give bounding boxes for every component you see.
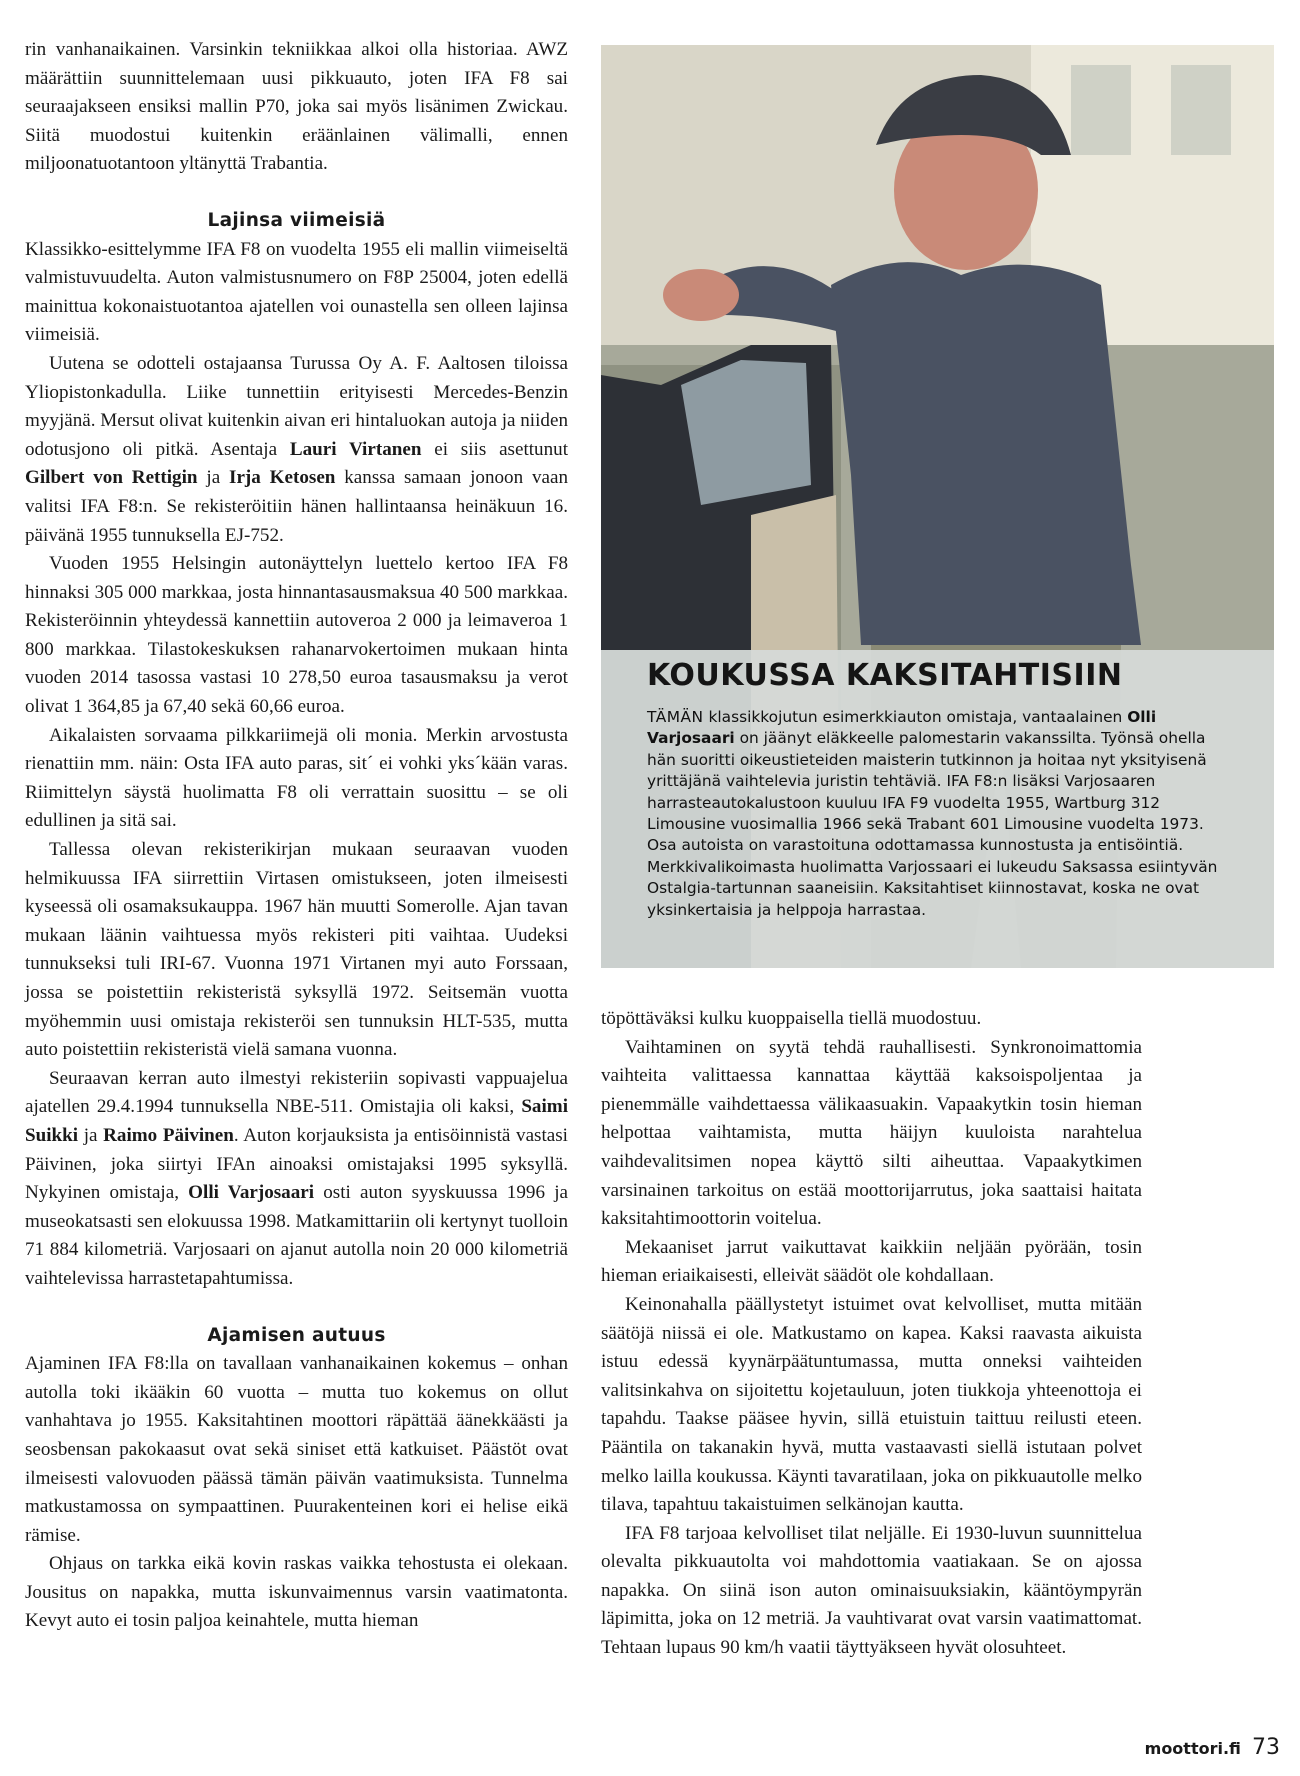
text-run: kanssa samaan jonoon vaan valitsi IFA F8:n. Se rekisteröitiin hänen hallintaansa heinäkuun 16. päivänä 1955 tunnuksella EJ-752.	[25, 467, 569, 546]
lead-caps: TÄMÄN	[647, 708, 704, 726]
body-paragraph: töpöttäväksi kulku kuoppaisella tiellä muodostuu.	[601, 1008, 982, 1029]
body-paragraph: Klassikko-esittelymme IFA F8 on vuodelta 1955 eli mallin viimeiseltä valmistuvuudelta. Auton valmistusnumero on F8P 25004, joten edellä mainittua kokonaistuotantoa ajatellen voi ounastella sen olleen lajinsa viimeisiä.	[25, 238, 568, 346]
bold-name: Saimi Suikki	[25, 1096, 568, 1146]
right-column	[601, 1005, 1142, 1663]
text-run: . Auton korjauksista ja entisöinnistä vastasi Päivinen, joka siirtyi IFAn ainoaksi omistajaksi 1995 syksyllä. Nykyinen omistaja,	[25, 1124, 568, 1204]
bold-name: Raimo Päivinen	[103, 1124, 234, 1146]
spacer	[25, 1294, 568, 1322]
text-run: ja	[78, 1124, 104, 1146]
bold-name: Olli Varjosaari	[647, 708, 1157, 748]
text-run: osti auton syyskuussa 1996 ja museokatsasti sen elokuussa 1998. Matkamittariin oli kertynyt tuolloin 71 884 kilometriä. Varjosaari on ajanut autolla noin 20 000 kilometriä vaihtelevissa harrastetapahtumissa.	[25, 1182, 568, 1289]
page-footer	[1145, 1735, 1280, 1760]
body-paragraph	[25, 350, 568, 550]
body-paragraph	[25, 1065, 568, 1294]
left-column	[25, 36, 568, 1636]
bold-name: Irja Ketosen	[229, 467, 336, 489]
bold-name: Olli Varjosaari	[188, 1182, 315, 1204]
section-heading: Lajinsa viimeisiä	[207, 209, 386, 231]
body-paragraph: Ohjaus on tarkka eikä kovin raskas vaikka tehostusta ei olekaan. Jousitus on napakka, mutta iskunvaimennus varsin vaatimatonta. Kevyt auto ei tosin paljoa keinahtele, mutta hieman	[25, 1553, 568, 1632]
page-number: 73	[1252, 1735, 1280, 1760]
text-run: Uutena se odotteli ostajaansa Turussa Oy A. F. Aaltosen tiloissa Yliopistonkadulla. Liike tunnettiin erityisesti Mercedes-Benzin myyjänä. Mersut olivat kuitenkin aivan eri hintaluokan autoja ja niiden odotusjono oli pitkä. Asentaja	[25, 352, 568, 460]
spacer	[25, 179, 568, 207]
body-paragraph: Keinonahalla päällystetyt istuimet ovat kelvolliset, mutta mitään säätöjä niissä ei ole. Matkustamo on kapea. Kaksi raavasta aikuista istuu edessä kyynärpäätuntumassa, mutta onneksi vaihteiden valitsinkahva on sijoitettu kojetauluun, joten tiukkoja yhteenottoja ei tapahdu. Taakse pääsee hyvin, sillä etuistuin taittuu reilusti eteen. Pääntila on takanakin hyvä, mutta vastaavasti siellä istutaan polvet melko lailla koukussa. Käynti tavaratilaan, joka on pikkuautolle melko tilava, tapahtuu takaistuimen selkänojan kautta.	[601, 1293, 1142, 1516]
sidebar-title: KOUKUSSA KAKSITAHTISIIN	[647, 658, 1123, 693]
body-paragraph: Vuoden 1955 Helsingin autonäyttelyn luettelo kertoo IFA F8 hinnaksi 305 000 markkaa, josta hinnantasausmaksua 40 500 markkaa. Rekisteröinnin yhteydessä kannettiin autoveroa 2 000 ja leimaveroa 1 800 markkaa. Tilastokeskuksen rahanarvokertoimen mukaan hinta vuoden 2014 tasossa vastasi 10 278,50 euroa tasausmaksu ja verot olivat 1 364,85 ja 67,40 sekä 60,66 euroa.	[25, 553, 568, 718]
text-run: klassikkojutun esimerkkiauton omistaja, vantaalainen	[703, 708, 1128, 726]
text-run: on jäänyt eläkkeelle palomestarin vakanssilta. Työnsä ohella hän suoritti oikeustieteiden maisterin tutkinnon ja hoitaa nyt yksityisenä yrittäjänä vaihtelevia juristin tehtäviä. IFA F8:n lisäksi Varjosaaren harrasteautokalustoon kuuluu IFA F9 vuodelta 1955, Wartburg 312 Limousine vuosimallia 1966 sekä Trabant 601 Limousine vuodelta 1973. Osa autoista on varastoituna odottamassa kunnostusta ja entisöintiä. Merkkivalikoimasta huolimatta Varjossaari ei lukeudu Saksassa esiintyvän Ostalgia-tartunnan saaneisiin. Kaksitahtiset kiinnostavat, koska ne ovat yksinkertaisia ja helppoja harrastaa.	[647, 729, 1218, 919]
body-paragraph: rin vanhanaikainen. Varsinkin tekniikkaa alkoi olla historiaa. AWZ määrättiin suunnittelemaan uusi pikkuauto, joten IFA F8 sai seuraajakseen ensiksi mallin P70, joka sai myös lisänimen Zwickau. Siitä muodostui kuitenkin eräänlainen välimalli, ennen miljoonatuotantoon yltänyttä Trabantia.	[25, 39, 568, 175]
text-run: ei siis asettunut	[421, 438, 568, 460]
bold-name: Gilbert von Rettigin	[25, 467, 198, 489]
body-paragraph: Vaihtaminen on syytä tehdä rauhallisesti. Synkronoimattomia vaihteita valittaessa kannattaa käyttää kaksoispoljentaa ja pienemmälle vaihdettaessa välikaasuakin. Vapaakytkin tosin hieman helpottaa vaihtamista, mutta häijyn kuuloista narahtelua vaihdevalitsimen nopea käyttö silti aiheuttaa. Vapaakytkimen varsinainen tarkoitus on estää moottorijarrutus, joka saattaisi haitata kaksitahtimoottorin voitelua.	[601, 1036, 1142, 1230]
sidebar-box	[601, 650, 1274, 968]
text-run: Seuraavan kerran auto ilmestyi rekisteriin sopivasti vappuajelua ajatellen 29.4.1994 tunnuksella NBE-511. Omistajia oli kaksi,	[25, 1067, 568, 1118]
body-paragraph: Mekaaniset jarrut vaikuttavat kaikkiin neljään pyörään, tosin hieman eriaikaisesti, elleivät säädöt ole kohdallaan.	[601, 1236, 1142, 1287]
body-paragraph: Tallessa olevan rekisterikirjan mukaan seuraavan vuoden helmikuussa IFA siirrettiin Virtasen omistukseen, joten ilmeisesti kyseessä oli osamaksukauppa. 1967 hän muutti Somerolle. Ajan tavan mukaan läänin vaihtuessa myös rekisteri piti vaihtaa. Uudeksi tunnukseksi tuli IRI-67. Vuonna 1971 Virtanen myi auto Forssaan, jossa se poistettiin rekisteristä syksyllä 1972. Seitsemän vuotta myöhemmin uusi omistaja rekisteröi sen tunnuksin HLT-535, mutta auto poistettiin rekisteristä vielä samana vuonna.	[25, 839, 568, 1061]
bold-name: Lauri Virtanen	[289, 438, 422, 460]
text-run: ja	[197, 467, 230, 489]
section-heading: Ajamisen autuus	[207, 1324, 386, 1346]
body-paragraph: Aikalaisten sorvaama pilkkariimejä oli monia. Merkin arvostusta rienattiin mm. näin: Osta IFA auto paras, sit´ ei vohki yks´kään varas. Riimittelyn säystä huolimatta F8 oli verrattain suosittu – se oli edullinen ja sitä sai.	[25, 724, 568, 832]
sidebar-body	[647, 707, 1237, 921]
body-paragraph: IFA F8 tarjoaa kelvolliset tilat neljälle. Ei 1930-luvun suunnittelua olevalta pikkuautolta voi mahdottomia vaatiakaan. Se on ajossa napakka. On siinä ison auton ominaisuuksiakin, kääntöympyrän läpimitta, joka on 12 metriä. Ja vauhtivarat ovat varsin vaatimattomat. Tehtaan lupaus 90 km/h vaatii täyttyäkseen hyvät olosuhteet.	[601, 1522, 1142, 1659]
footer-site: moottori.fi	[1144, 1739, 1241, 1758]
body-paragraph: Ajaminen IFA F8:lla on tavallaan vanhanaikainen kokemus – onhan autolla toki ikääkin 60 vuotta – mutta tuo kokemus on ollut vanhahtava jo 1955. Kaksitahtinen moottori räpättää äänekkäästi ja seosbensan pakokaasut ovat sekä siniset että katkuiset. Päästöt ovat ilmeisesti valovuoden päässä tämän päivän vaatimuksista. Tunnelma matkustamossa on sympaattinen. Puurakenteinen kori ei helise eikä rämise.	[25, 1353, 568, 1546]
